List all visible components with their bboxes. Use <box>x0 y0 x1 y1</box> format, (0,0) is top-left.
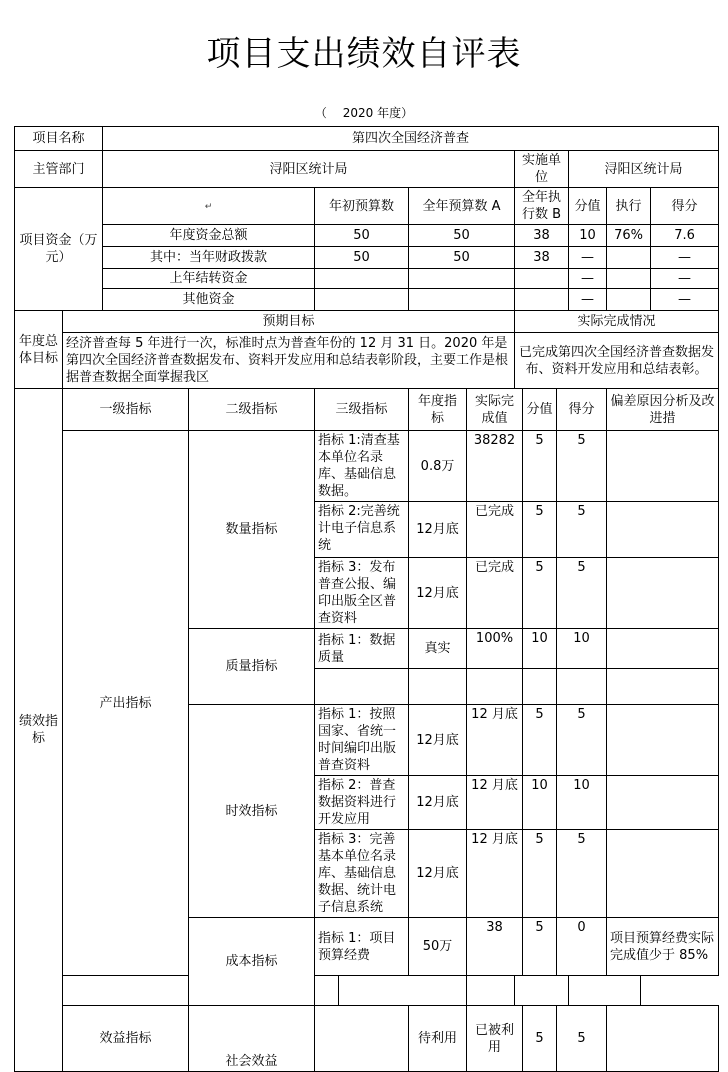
perf-header-note: 偏差原因分析及改进措 <box>607 389 719 431</box>
funds-header-annual: 全年预算数 A <box>409 188 515 225</box>
project-name-label: 项目名称 <box>15 127 103 151</box>
level2-quantity: 数量指标 <box>189 431 315 629</box>
year-label: （ 2020 年度） <box>314 106 414 120</box>
funds-row: 年度资金总额 50 50 38 10 76% 7.6 <box>15 225 719 247</box>
indicator-row: 质量指标 指标 1：数据质量 真实 100% 10 10 <box>15 629 719 669</box>
funds-header-executed: 全年执行数 B <box>515 188 569 225</box>
perf-header-level2: 二级指标 <box>189 389 315 431</box>
perf-header-target: 年度指标 <box>409 389 467 431</box>
indicator-row: 产出指标 数量指标 指标 1:清查基本单位名录库、基础信息数据。 0.8万 38282 5 5 <box>15 431 719 502</box>
funds-corner: ↵ <box>103 188 315 225</box>
level2-social: 社会效益 <box>189 1006 315 1072</box>
perf-header-level3: 三级指标 <box>315 389 409 431</box>
actual-header: 实际完成情况 <box>515 311 719 333</box>
perf-header-got: 得分 <box>557 389 607 431</box>
perf-header-level1: 一级指标 <box>63 389 189 431</box>
level1-benefit: 效益指标 <box>63 1006 189 1072</box>
expected-header: 预期目标 <box>63 311 515 333</box>
funds-header-score: 分值 <box>569 188 607 225</box>
perf-header-score: 分值 <box>523 389 557 431</box>
dept-label: 主管部门 <box>15 151 103 188</box>
level1-output: 产出指标 <box>63 431 189 976</box>
expected-text: 经济普查每 5 年进行一次，标准时点为普查年份的 12 月 31 日。2020 年是第四次全国经济普查数据发布、资料开发应用和总结表彰阶段，主要工作是根据普查数据全面掌握我区 <box>63 333 515 389</box>
funds-header-got: 得分 <box>651 188 719 225</box>
dept-value: 浔阳区统计局 <box>103 151 515 188</box>
self-evaluation-table <box>14 126 719 1072</box>
funds-row: 上年结转资金 — — <box>15 269 719 289</box>
indicator-row: 时效指标 指标 1：按照国家、省统一时间编印出版普查资料 12月底 12 月底 5 5 <box>15 705 719 776</box>
funds-label: 项目资金（万元） <box>15 188 103 311</box>
funds-row: 其他资金 — — <box>15 289 719 311</box>
indicator-row: 指标 3：完善基本单位名录库、基础信息数据、统计电子信息系统 12月底 12 月底 5 5 <box>15 830 719 918</box>
funds-row: 其中：当年财政拨款 50 50 38 — — <box>15 247 719 269</box>
indicator-row: 成本指标 指标 1：项目预算经费 50万 38 5 0 项目预算经费实际完成值少于 85% <box>15 918 719 976</box>
level2-cost: 成本指标 <box>189 918 315 1006</box>
level2-timeliness: 时效指标 <box>189 705 315 918</box>
perf-label: 绩效指标 <box>15 389 63 1072</box>
project-name: 第四次全国经济普查 <box>103 127 719 151</box>
actual-text: 已完成第四次全国经济普查数据发布、资料开发应用和总结表彰。 <box>515 333 719 389</box>
indicator-row: 指标 3：发布普查公报、编印出版全区普查资料 12月底 已完成 5 5 <box>15 558 719 629</box>
indicator-row: 指标 2:完善统计电子信息系统 12月底 已完成 5 5 <box>15 502 719 558</box>
page-title: 项目支出绩效自评表 <box>206 34 522 74</box>
goals-label: 年度总体目标 <box>15 311 63 389</box>
perf-header-actual: 实际完成值 <box>467 389 523 431</box>
indicator-row: 指标 2：普查数据资料进行开发应用 12月底 12 月底 10 10 <box>15 776 719 830</box>
indicator-row: 效益指标 社会效益 待利用 已被利用 5 5 <box>15 1006 719 1072</box>
funds-header-exec: 执行 <box>607 188 651 225</box>
indicator-row <box>15 976 719 1006</box>
impl-label: 实施单位 <box>515 151 569 188</box>
funds-header-initial: 年初预算数 <box>315 188 409 225</box>
level2-quality: 质量指标 <box>189 629 315 705</box>
impl-value: 浔阳区统计局 <box>569 151 719 188</box>
